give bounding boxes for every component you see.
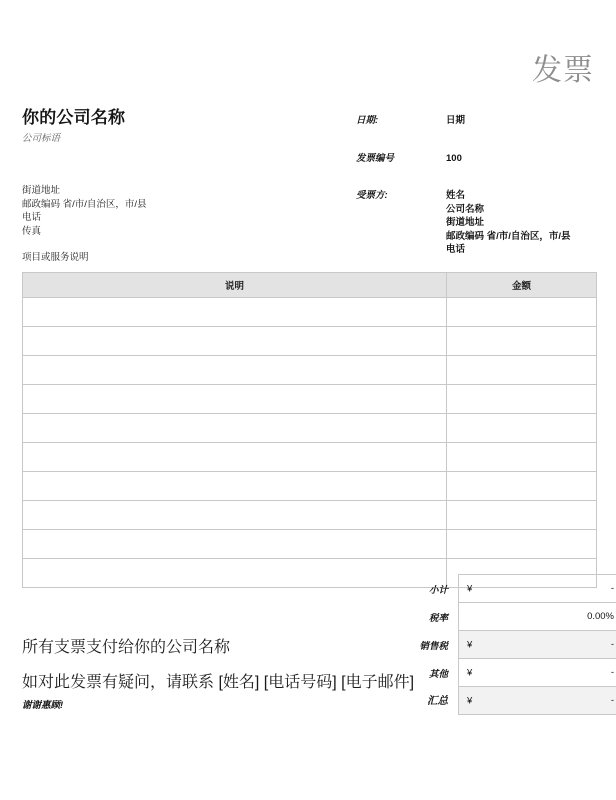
table-row[interactable] (23, 356, 597, 385)
line-items-table (22, 272, 597, 588)
cell-amount[interactable] (447, 385, 597, 414)
sender-address-line: 传真 (22, 225, 42, 237)
grand-total-label: 汇总 (427, 695, 448, 707)
recipient-address-block[interactable] (446, 189, 571, 257)
totals-row-subtotal (300, 575, 616, 603)
bill-to-label: 受票方: (356, 190, 388, 201)
table-row[interactable] (23, 472, 597, 501)
payment-instruction-note: 所有支票支付给你的公司名称 (22, 639, 231, 656)
cell-description[interactable] (23, 472, 447, 501)
totals-row-taxrate (300, 603, 616, 631)
sender-address-block (22, 184, 342, 238)
cell-description[interactable] (23, 501, 447, 530)
sender-address-line: 电话 (22, 212, 42, 224)
invoice-number-value[interactable]: 100 (446, 153, 462, 164)
table-row[interactable] (23, 298, 597, 327)
cell-description[interactable] (23, 443, 447, 472)
company-identity-block (22, 107, 322, 146)
tax-rate-value-cell[interactable] (459, 603, 616, 631)
cell-amount[interactable] (447, 501, 597, 530)
table-row[interactable] (23, 327, 597, 356)
cell-description[interactable] (23, 356, 447, 385)
other-value-cell[interactable] (459, 659, 616, 687)
invoice-date-value[interactable]: 日期 (446, 115, 466, 126)
currency-symbol: ¥ (467, 639, 473, 650)
table-row[interactable] (23, 501, 597, 530)
recipient-line: 公司名称 (446, 203, 485, 215)
company-name: 你的公司名称 (22, 108, 126, 127)
contact-note: 如对此发票有疑问，请联系 [姓名] [电话号码] [电子邮件] (22, 674, 415, 691)
totals-row-salestax (300, 631, 616, 659)
tax-rate-label: 税率 (428, 612, 448, 624)
subtotal-label: 小计 (428, 584, 448, 596)
sales-tax-label: 销售税 (419, 640, 448, 652)
sender-address-line: 邮政编码 省/市/自治区，市/县 (22, 198, 147, 210)
document-title: 发票 (532, 54, 594, 87)
table-row[interactable] (23, 530, 597, 559)
cell-description[interactable] (23, 385, 447, 414)
grand-total-amount: - (610, 695, 614, 706)
recipient-line: 邮政编码 省/市/自治区，市/县 (446, 230, 571, 242)
other-amount: - (610, 667, 614, 678)
cell-amount[interactable] (447, 530, 597, 559)
cell-amount[interactable] (447, 298, 597, 327)
company-slogan: 公司标语 (22, 133, 61, 144)
totals-table (300, 574, 616, 715)
recipient-line: 街道地址 (446, 217, 485, 229)
bill-to-row (356, 189, 606, 256)
invoice-date-label: 日期: (356, 115, 379, 126)
sender-address-line: 街道地址 (22, 185, 61, 196)
cell-description[interactable] (23, 327, 447, 356)
table-row[interactable] (23, 414, 597, 443)
column-header-amount: 金额 (447, 273, 597, 298)
column-header-description: 说明 (23, 273, 447, 298)
subtotal-amount: - (610, 583, 614, 594)
sales-tax-amount: - (610, 639, 614, 650)
service-description: 项目或服务说明 (22, 252, 89, 263)
cell-amount[interactable] (447, 472, 597, 501)
cell-amount[interactable] (447, 356, 597, 385)
invoice-date-row (356, 114, 606, 128)
cell-amount[interactable] (447, 327, 597, 356)
sales-tax-value-cell[interactable] (459, 631, 616, 659)
cell-description[interactable] (23, 414, 447, 443)
invoice-number-label: 发票编号 (356, 153, 395, 164)
subtotal-value-cell[interactable] (459, 575, 616, 603)
currency-symbol: ¥ (467, 695, 473, 706)
cell-description[interactable] (23, 298, 447, 327)
recipient-line: 电话 (446, 244, 466, 256)
table-row[interactable] (23, 443, 597, 472)
thank-you-note: 谢谢惠顾! (22, 700, 64, 711)
line-items-body (23, 298, 597, 588)
table-row[interactable] (23, 385, 597, 414)
invoice-meta-block (356, 114, 606, 256)
invoice-number-row (356, 152, 606, 166)
cell-amount[interactable] (447, 414, 597, 443)
recipient-line: 姓名 (446, 190, 466, 201)
currency-symbol: ¥ (467, 667, 473, 678)
grand-total-value-cell[interactable] (459, 687, 616, 715)
cell-amount[interactable] (447, 443, 597, 472)
other-label: 其他 (428, 668, 448, 680)
tax-rate-value: 0.00% (587, 611, 614, 622)
table-header-row (23, 273, 597, 298)
currency-symbol: ¥ (467, 583, 473, 594)
cell-description[interactable] (23, 530, 447, 559)
